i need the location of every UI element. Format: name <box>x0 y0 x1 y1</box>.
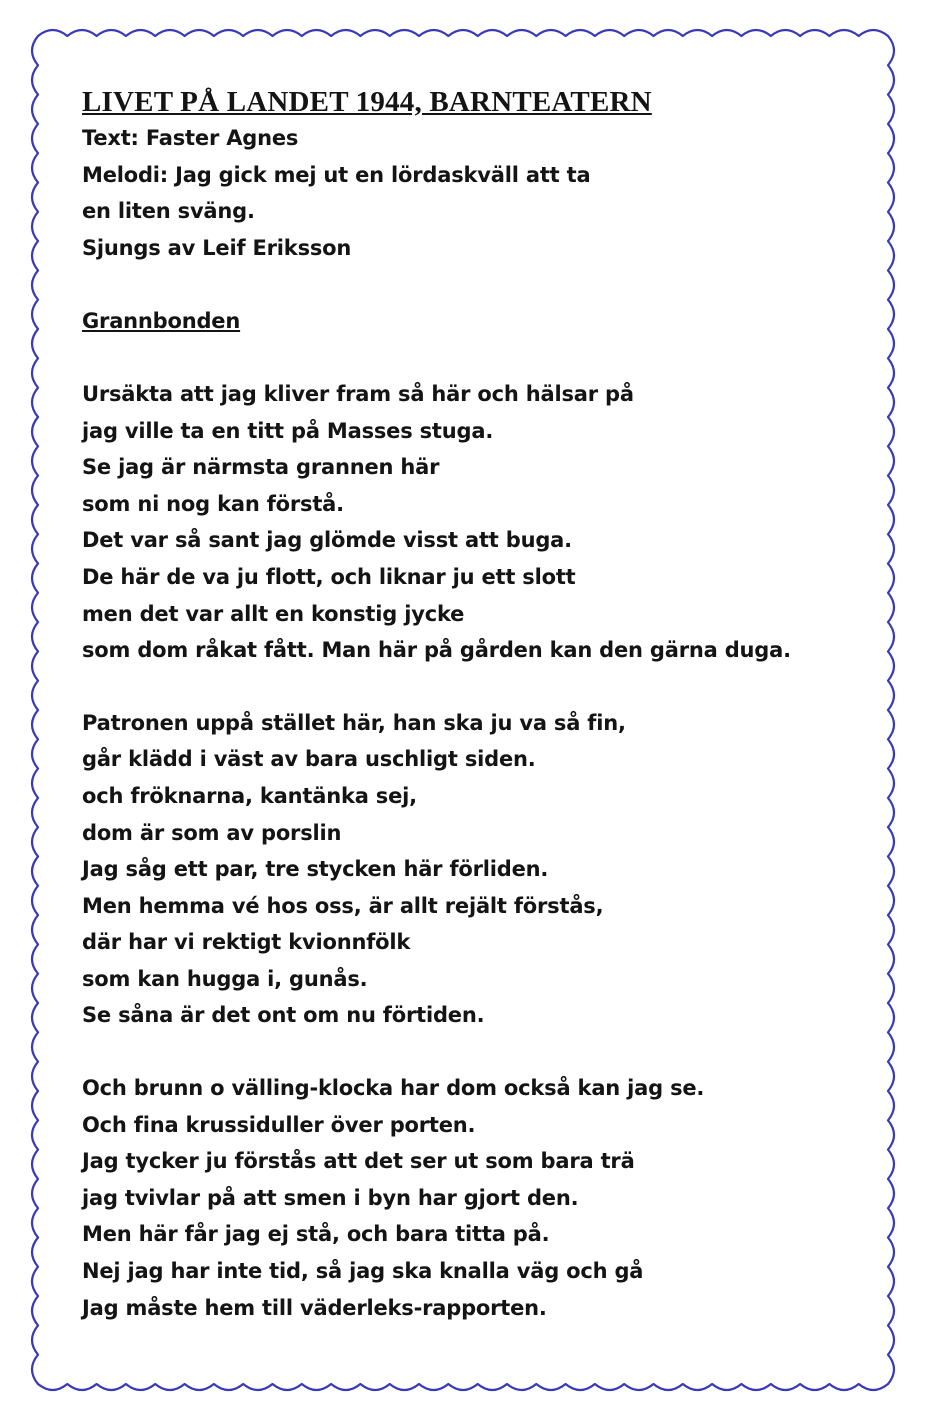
verse-line: Det var så sant jag glömde visst att buga. <box>82 528 572 553</box>
section-title: Grannbonden <box>82 309 241 334</box>
verse-line: Nej jag har inte tid, så jag ska knalla väg och gå <box>82 1259 644 1284</box>
verse-line: där har vi rektigt kvionnfölk <box>82 930 411 955</box>
verse-2 <box>82 705 872 1034</box>
meta-line-singer: Sjungs av Leif Eriksson <box>82 235 352 260</box>
meta-line-melody-cont: en liten sväng. <box>82 199 255 224</box>
verse-line: Patronen uppå stället här, han ska ju va så fin, <box>82 710 626 735</box>
verse-line: Men här får jag ej stå, och bara titta på. <box>82 1222 550 1247</box>
verse-line: Se jag är närmsta grannen här <box>82 455 440 480</box>
verse-line: Men hemma vé hos oss, är allt rejält förstås, <box>82 893 604 918</box>
verse-line: Jag såg ett par, tre stycken här förliden. <box>82 857 549 882</box>
verse-line: dom är som av porslin <box>82 820 342 845</box>
song-sheet <box>82 84 872 1326</box>
verse-line: men det var allt en konstig jycke <box>82 601 465 626</box>
meta-line-text: Text: Faster Agnes <box>82 126 299 150</box>
verse-line: och fröknarna, kantänka sej, <box>82 783 417 808</box>
verse-line: jag tvivlar på att smen i byn har gjort den. <box>82 1185 579 1210</box>
song-meta <box>82 120 872 266</box>
verse-line: Och fina krussiduller över porten. <box>82 1112 476 1137</box>
verse-3 <box>82 1070 872 1326</box>
verse-line: Ursäkta att jag kliver fram så här och hälsar på <box>82 381 634 406</box>
verse-line: går klädd i väst av bara uschligt siden. <box>82 747 536 772</box>
meta-line-melody: Melodi: Jag gick mej ut en lördaskväll att ta <box>82 162 591 187</box>
verse-line: som ni nog kan förstå. <box>82 491 344 516</box>
song-title: LIVET PÅ LANDET 1944, BARNTEATERN <box>82 86 652 118</box>
verse-line: Och brunn o välling-klocka har dom också kan jag se. <box>82 1076 705 1101</box>
verse-line: jag ville ta en titt på Masses stuga. <box>82 418 494 443</box>
verse-line: som kan hugga i, gunås. <box>82 966 368 991</box>
verse-line: De här de va ju flott, och liknar ju ett slott <box>82 564 576 589</box>
verse-line: Jag tycker ju förstås att det ser ut som bara trä <box>82 1149 635 1174</box>
verse-1 <box>82 376 872 669</box>
verse-line: Se såna är det ont om nu förtiden. <box>82 1003 485 1028</box>
verse-line: Jag måste hem till väderleks-rapporten. <box>82 1295 547 1320</box>
verse-line: som dom råkat fått. Man här på gården kan den gärna duga. <box>82 638 791 663</box>
